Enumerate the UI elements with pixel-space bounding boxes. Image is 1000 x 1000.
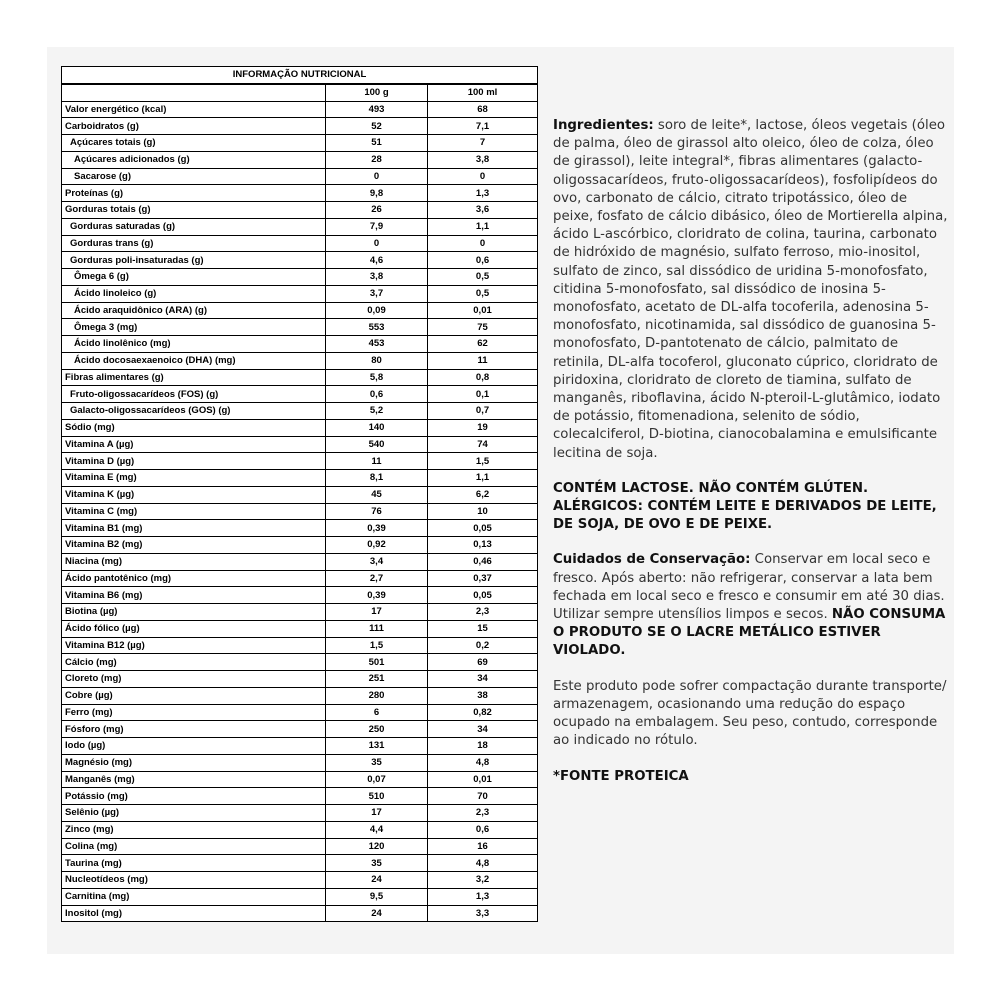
value-100ml: 62	[428, 336, 538, 353]
table-row	[62, 721, 538, 738]
value-100ml: 34	[428, 671, 538, 688]
value-100ml: 11	[428, 352, 538, 369]
value-100ml: 0,05	[428, 587, 538, 604]
table-row	[62, 285, 538, 302]
ingredients-text: soro de leite*, lactose, óleos vegetais (óleo de palma, óleo de girassol alto oleico, óleo de colza, óleo de girassol), leite integral*, fibras alimentares (galacto-oligossacarídeos, fruto-oligossacarídeos), fosfolipídeos do ovo, carbonato de cálcio, citrato tripotássico, óleo de peixe, fosfato de cálcio dibásico, óleo de Mortierella alpina, ácido L-ascórbico, cloridrato de colina, taurina, carbonato de hidróxido de magnésio, sulfato ferroso, mio-inositol, sulfato de zinco, sal dissódico de uridina 5-monofosfato, citidina 5-monofosfato, sal dissódico de inosina 5-monofosfato, acetato de DL-alfa tocoferila, adenosina 5-monofosfato, nicotinamida, sal dissódico de guanosina 5-monofosfato, D-pantotenato de cálcio, palmitato de retinila, DL-alfa tocoferol, gluconato cúprico, cloridrato de piridoxina, cloridrato de cloreto de tiamina, sulfato de manganês, riboflavina, ácido N-pteroil-L-glutâmico, iodato de potássio, fitomenadiona, selenito de sódio, colecalciferol, D-biotina, cianocobalamina e emulsificante lecitina de soja.	[553, 118, 948, 461]
value-100ml: 0,01	[428, 302, 538, 319]
nutrient-label: Vitamina A (µg)	[62, 436, 326, 453]
value-100ml: 1,3	[428, 888, 538, 905]
nutrient-label: Ácido araquidônico (ARA) (g)	[62, 302, 326, 319]
nutrient-label: Carnitina (mg)	[62, 888, 326, 905]
value-100g: 7,9	[326, 218, 428, 235]
value-100ml: 4,8	[428, 855, 538, 872]
table-row	[62, 872, 538, 889]
table-row	[62, 118, 538, 135]
nutrient-label: Proteínas (g)	[62, 185, 326, 202]
nutrient-label: Ferro (mg)	[62, 704, 326, 721]
value-100g: 0,6	[326, 386, 428, 403]
value-100ml: 0,6	[428, 821, 538, 838]
value-100ml: 7	[428, 135, 538, 152]
value-100g: 3,8	[326, 269, 428, 286]
nutrient-label: Manganês (mg)	[62, 771, 326, 788]
nutrient-label: Ácido pantotênico (mg)	[62, 570, 326, 587]
table-title: INFORMAÇÃO NUTRICIONAL	[62, 67, 538, 84]
value-100ml: 1,3	[428, 185, 538, 202]
value-100ml: 10	[428, 503, 538, 520]
storage-text: Conservar em local seco e fresco. Após aberto: não refrigerar, conservar a lata bem fechada em local seco e fresco e consumir em até 30 dias. Utilizar sempre utensílios limpos e secos.	[553, 552, 945, 623]
table-title-row	[62, 67, 538, 84]
nutrient-label: Carboidratos (g)	[62, 118, 326, 135]
nutrition-table	[61, 66, 538, 922]
nutrient-label: Gorduras totais (g)	[62, 202, 326, 219]
value-100g: 80	[326, 352, 428, 369]
value-100g: 0	[326, 235, 428, 252]
nutrient-label: Açúcares adicionados (g)	[62, 151, 326, 168]
table-row	[62, 788, 538, 805]
nutrient-label: Ômega 3 (mg)	[62, 319, 326, 336]
value-100g: 5,8	[326, 369, 428, 386]
table-row	[62, 168, 538, 185]
value-100g: 17	[326, 805, 428, 822]
table-row	[62, 336, 538, 353]
value-100g: 540	[326, 436, 428, 453]
table-row	[62, 570, 538, 587]
table-row	[62, 101, 538, 118]
nutrient-label: Cloreto (mg)	[62, 671, 326, 688]
value-100g: 0,39	[326, 520, 428, 537]
protein-source-footnote: *FONTE PROTEICA	[553, 768, 689, 784]
value-100g: 131	[326, 738, 428, 755]
value-100ml: 2,3	[428, 805, 538, 822]
nutrient-label: Selênio (µg)	[62, 805, 326, 822]
nutrient-label: Biotina (µg)	[62, 604, 326, 621]
storage-label: Cuidados de Conservação:	[553, 552, 751, 568]
nutrient-label: Gorduras trans (g)	[62, 235, 326, 252]
nutrient-label: Fibras alimentares (g)	[62, 369, 326, 386]
nutrient-label: Gorduras saturadas (g)	[62, 218, 326, 235]
table-row	[62, 386, 538, 403]
value-100g: 0,39	[326, 587, 428, 604]
value-100g: 8,1	[326, 470, 428, 487]
label-text-column	[553, 117, 948, 803]
nutrient-label: Vitamina B12 (µg)	[62, 637, 326, 654]
value-100g: 3,7	[326, 285, 428, 302]
value-100g: 24	[326, 872, 428, 889]
table-row	[62, 888, 538, 905]
table-header-row	[62, 84, 538, 101]
value-100ml: 1,5	[428, 453, 538, 470]
nutrient-label: Fruto-oligossacarídeos (FOS) (g)	[62, 386, 326, 403]
value-100ml: 68	[428, 101, 538, 118]
table-row	[62, 269, 538, 286]
value-100ml: 0	[428, 168, 538, 185]
value-100ml: 0,5	[428, 269, 538, 286]
value-100ml: 0,5	[428, 285, 538, 302]
compaction-note: Este produto pode sofrer compactação durante transporte/ armazenagem, ocasionando uma redução do espaço ocupado na embalagem. Seu peso, contudo, corresponde ao indicado no rótulo.	[553, 678, 947, 749]
nutrient-label: Ácido fólico (µg)	[62, 620, 326, 637]
table-row	[62, 855, 538, 872]
nutrient-label: Colina (mg)	[62, 838, 326, 855]
value-100g: 493	[326, 101, 428, 118]
table-row	[62, 905, 538, 922]
table-row	[62, 671, 538, 688]
nutrient-label: Vitamina E (mg)	[62, 470, 326, 487]
table-row	[62, 218, 538, 235]
value-100ml: 1,1	[428, 470, 538, 487]
value-100g: 6	[326, 704, 428, 721]
value-100g: 9,5	[326, 888, 428, 905]
value-100ml: 0,13	[428, 537, 538, 554]
value-100ml: 69	[428, 654, 538, 671]
nutrient-label: Magnésio (mg)	[62, 754, 326, 771]
table-row	[62, 135, 538, 152]
value-100ml: 34	[428, 721, 538, 738]
value-100g: 510	[326, 788, 428, 805]
nutrient-label: Vitamina C (mg)	[62, 503, 326, 520]
table-row	[62, 704, 538, 721]
value-100ml: 0,37	[428, 570, 538, 587]
nutrient-label: Ácido docosaexaenoico (DHA) (mg)	[62, 352, 326, 369]
nutrient-label: Zinco (mg)	[62, 821, 326, 838]
value-100ml: 7,1	[428, 118, 538, 135]
value-100ml: 0,6	[428, 252, 538, 269]
nutrient-label: Vitamina D (µg)	[62, 453, 326, 470]
nutrient-label: Ácido linoleico (g)	[62, 285, 326, 302]
nutrient-label: Gorduras poli-insaturadas (g)	[62, 252, 326, 269]
value-100ml: 1,1	[428, 218, 538, 235]
table-row	[62, 838, 538, 855]
value-100g: 3,4	[326, 553, 428, 570]
table-row	[62, 302, 538, 319]
value-100g: 4,6	[326, 252, 428, 269]
value-100g: 11	[326, 453, 428, 470]
ingredients-label: Ingredientes:	[553, 118, 654, 133]
table-row	[62, 620, 538, 637]
table-row	[62, 151, 538, 168]
value-100ml: 3,6	[428, 202, 538, 219]
value-100ml: 0,05	[428, 520, 538, 537]
value-100g: 51	[326, 135, 428, 152]
table-row	[62, 587, 538, 604]
value-100ml: 3,8	[428, 151, 538, 168]
table-row	[62, 436, 538, 453]
table-row	[62, 486, 538, 503]
table-row	[62, 738, 538, 755]
nutrient-label: Vitamina K (µg)	[62, 486, 326, 503]
value-100g: 0,09	[326, 302, 428, 319]
nutrient-label: Potássio (mg)	[62, 788, 326, 805]
nutrient-label: Niacina (mg)	[62, 553, 326, 570]
value-100g: 35	[326, 754, 428, 771]
value-100g: 0,92	[326, 537, 428, 554]
table-row	[62, 604, 538, 621]
value-100ml: 6,2	[428, 486, 538, 503]
table-row	[62, 470, 538, 487]
table-row	[62, 654, 538, 671]
value-100ml: 0,01	[428, 771, 538, 788]
table-row	[62, 369, 538, 386]
nutrient-label: Valor energético (kcal)	[62, 101, 326, 118]
value-100ml: 15	[428, 620, 538, 637]
value-100g: 1,5	[326, 637, 428, 654]
value-100g: 2,7	[326, 570, 428, 587]
value-100ml: 75	[428, 319, 538, 336]
value-100g: 111	[326, 620, 428, 637]
table-row	[62, 503, 538, 520]
table-row	[62, 352, 538, 369]
value-100ml: 74	[428, 436, 538, 453]
table-row	[62, 553, 538, 570]
table-row	[62, 419, 538, 436]
value-100ml: 0,7	[428, 403, 538, 420]
value-100g: 9,8	[326, 185, 428, 202]
nutrient-label: Ácido linolênico (mg)	[62, 336, 326, 353]
value-100g: 76	[326, 503, 428, 520]
table-row	[62, 403, 538, 420]
table-row	[62, 520, 538, 537]
nutrient-label: Ômega 6 (g)	[62, 269, 326, 286]
value-100g: 17	[326, 604, 428, 621]
nutrient-label: Iodo (µg)	[62, 738, 326, 755]
table-row	[62, 252, 538, 269]
nutrient-label: Vitamina B1 (mg)	[62, 520, 326, 537]
value-100g: 0	[326, 168, 428, 185]
table-row	[62, 537, 538, 554]
table-row	[62, 319, 538, 336]
nutrient-label: Nucleotídeos (mg)	[62, 872, 326, 889]
value-100g: 501	[326, 654, 428, 671]
header-100ml: 100 ml	[428, 84, 538, 101]
table-row	[62, 202, 538, 219]
value-100g: 52	[326, 118, 428, 135]
value-100ml: 0,82	[428, 704, 538, 721]
table-row	[62, 771, 538, 788]
nutrient-label: Cobre (µg)	[62, 687, 326, 704]
value-100ml: 70	[428, 788, 538, 805]
table-row	[62, 805, 538, 822]
value-100ml: 0,46	[428, 553, 538, 570]
nutrient-label: Vitamina B6 (mg)	[62, 587, 326, 604]
table-row	[62, 453, 538, 470]
value-100g: 26	[326, 202, 428, 219]
allergens-warning: CONTÉM LACTOSE. NÃO CONTÉM GLÚTEN. ALÉRGICOS: CONTÉM LEITE E DERIVADOS DE LEITE, DE SOJA, DE OVO E DE PEIXE.	[553, 480, 937, 533]
value-100ml: 0,8	[428, 369, 538, 386]
value-100ml: 16	[428, 838, 538, 855]
value-100g: 251	[326, 671, 428, 688]
nutrient-label: Cálcio (mg)	[62, 654, 326, 671]
table-row	[62, 235, 538, 252]
ingredients-paragraph	[553, 117, 948, 463]
table-row	[62, 754, 538, 771]
storage-paragraph	[553, 551, 948, 660]
value-100g: 45	[326, 486, 428, 503]
value-100g: 250	[326, 721, 428, 738]
value-100g: 35	[326, 855, 428, 872]
value-100ml: 18	[428, 738, 538, 755]
value-100ml: 4,8	[428, 754, 538, 771]
value-100ml: 38	[428, 687, 538, 704]
nutrient-label: Taurina (mg)	[62, 855, 326, 872]
value-100ml: 2,3	[428, 604, 538, 621]
value-100ml: 0	[428, 235, 538, 252]
value-100g: 0,07	[326, 771, 428, 788]
value-100g: 28	[326, 151, 428, 168]
value-100g: 553	[326, 319, 428, 336]
table-row	[62, 185, 538, 202]
nutrition-table-body	[62, 101, 538, 922]
nutrient-label: Galacto-oligossacarídeos (GOS) (g)	[62, 403, 326, 420]
header-100g: 100 g	[326, 84, 428, 101]
value-100ml: 0,2	[428, 637, 538, 654]
nutrient-label: Inositol (mg)	[62, 905, 326, 922]
value-100ml: 0,1	[428, 386, 538, 403]
value-100g: 5,2	[326, 403, 428, 420]
storage-warning: NÃO CONSUMA O PRODUTO SE O LACRE METÁLICO ESTIVER VIOLADO.	[553, 607, 946, 659]
value-100g: 140	[326, 419, 428, 436]
value-100g: 280	[326, 687, 428, 704]
nutrient-label: Sacarose (g)	[62, 168, 326, 185]
value-100g: 120	[326, 838, 428, 855]
table-row	[62, 637, 538, 654]
value-100g: 4,4	[326, 821, 428, 838]
table-row	[62, 687, 538, 704]
nutrient-label: Fósforo (mg)	[62, 721, 326, 738]
value-100g: 24	[326, 905, 428, 922]
table-row	[62, 821, 538, 838]
value-100ml: 3,3	[428, 905, 538, 922]
value-100g: 453	[326, 336, 428, 353]
nutrient-label: Sódio (mg)	[62, 419, 326, 436]
nutrient-label: Vitamina B2 (mg)	[62, 537, 326, 554]
header-blank	[62, 84, 326, 101]
value-100ml: 3,2	[428, 872, 538, 889]
value-100ml: 19	[428, 419, 538, 436]
nutrient-label: Açúcares totais (g)	[62, 135, 326, 152]
